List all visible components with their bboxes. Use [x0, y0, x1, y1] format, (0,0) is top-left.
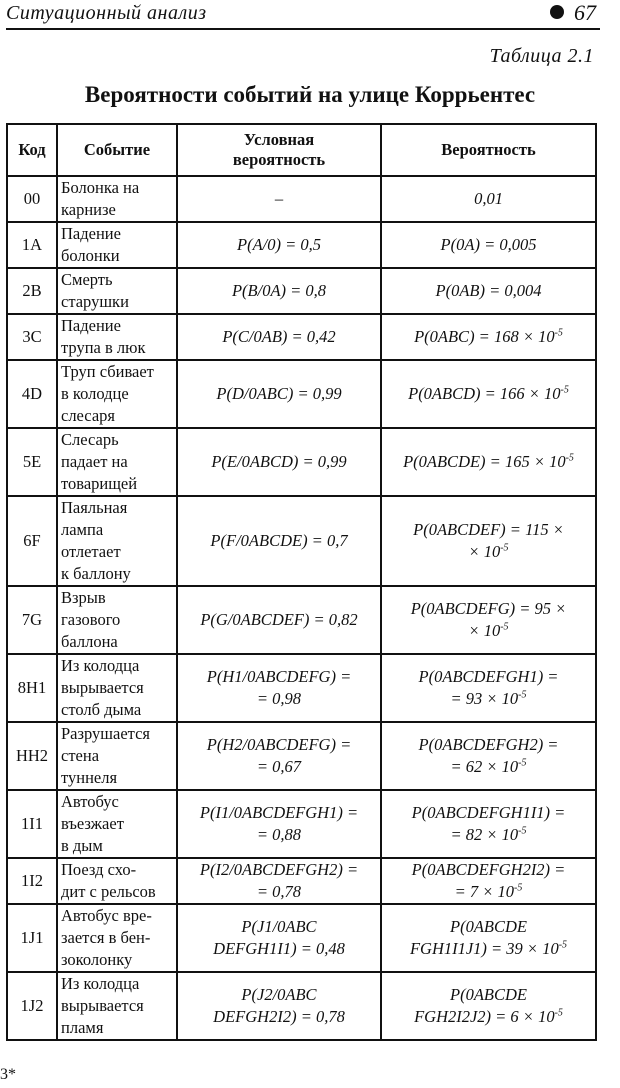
row-code: 1J2	[7, 972, 57, 1040]
probability-cell	[381, 314, 596, 360]
event-cell-line	[61, 1017, 173, 1039]
probability-cell	[381, 586, 596, 654]
conditional-probability-cell	[177, 428, 381, 496]
probability-cell-line	[385, 824, 592, 846]
event-cell-line	[61, 791, 173, 813]
conditional-probability-cell-text: = 0,67	[256, 757, 302, 776]
event-cell-line	[61, 429, 173, 451]
event-cell-text: туннеля	[61, 768, 118, 787]
row-code: 00	[7, 176, 57, 222]
probability-cell	[381, 858, 596, 904]
row-code: 1I1	[7, 790, 57, 858]
event-cell-line	[61, 995, 173, 1017]
probability-cell-line	[385, 280, 592, 302]
table-row	[7, 654, 596, 722]
probability-cell-text: P(0ABCDEFGH2) =	[418, 735, 559, 754]
event-cell-line	[61, 315, 173, 337]
event-cell-line	[61, 383, 173, 405]
conditional-probability-cell-line	[181, 802, 377, 824]
event-cell-text: Труп сбивает	[61, 362, 154, 381]
conditional-probability-cell-line	[181, 859, 377, 881]
conditional-probability-cell-text: DEFGH2I2) = 0,78	[213, 1007, 345, 1026]
running-header	[6, 0, 600, 30]
table-row	[7, 176, 596, 222]
probability-cell-text: × 10	[468, 542, 501, 561]
event-cell-text: Поезд схо-	[61, 860, 137, 879]
table-number: Таблица 2.1	[489, 45, 594, 67]
event-cell-text: Паяльная	[61, 498, 128, 517]
event-cell-line	[61, 813, 173, 835]
event-cell-line	[61, 405, 173, 427]
probability-cell-text: FGH2I2J2) = 6 × 10	[414, 1007, 555, 1026]
event-cell-line	[61, 519, 173, 541]
table-row	[7, 722, 596, 790]
event-cell-line	[61, 291, 173, 313]
event-cell-text: болонки	[61, 246, 120, 265]
conditional-probability-cell-text: = 0,88	[256, 825, 302, 844]
section-title: Ситуационный анализ	[6, 2, 207, 24]
event-cell-line	[61, 563, 173, 585]
event-cell-line	[61, 473, 173, 495]
event-cell-text: в дым	[61, 836, 103, 855]
event-cell	[57, 314, 177, 360]
probability-cell-text: = 93 × 10	[450, 689, 519, 708]
probability-cell-text: FGH1I1J1) = 39 × 10	[409, 939, 559, 958]
conditional-probability-cell-text: = 0,98	[256, 689, 302, 708]
event-cell-line	[61, 177, 173, 199]
probability-cell	[381, 268, 596, 314]
event-cell-line	[61, 497, 173, 519]
column-header: Вероятность	[381, 124, 596, 176]
probability-cell-line	[385, 756, 592, 778]
row-code: 4D	[7, 360, 57, 428]
table-row	[7, 428, 596, 496]
event-cell-text: зается в бен-	[61, 928, 151, 947]
conditional-probability-cell-line	[181, 734, 377, 756]
probability-cell	[381, 904, 596, 972]
conditional-probability-cell-line	[181, 326, 377, 348]
probability-cell-text: P(0ABC) = 168 × 10	[414, 327, 555, 346]
conditional-probability-cell-text: = 0,78	[256, 882, 302, 901]
probability-table	[6, 123, 597, 1041]
probability-cell-text: P(0ABCDE	[450, 917, 527, 936]
event-cell-text: трупа в люк	[61, 338, 146, 357]
event-cell-text: старушки	[61, 292, 129, 311]
conditional-probability-cell	[177, 314, 381, 360]
event-cell	[57, 790, 177, 858]
probability-cell-line	[385, 938, 592, 960]
conditional-probability-cell-line	[181, 881, 377, 903]
conditional-probability-cell	[177, 972, 381, 1040]
conditional-probability-cell-line	[181, 984, 377, 1006]
footer-mark: 3*	[0, 1066, 16, 1083]
conditional-probability-cell-line	[181, 824, 377, 846]
row-code: 1I2	[7, 858, 57, 904]
probability-cell	[381, 360, 596, 428]
row-code: 1A	[7, 222, 57, 268]
probability-cell-text: × 10	[468, 621, 501, 640]
event-cell-line	[61, 881, 173, 903]
probability-cell-line	[385, 984, 592, 1006]
row-code: 2B	[7, 268, 57, 314]
conditional-probability-cell	[177, 360, 381, 428]
probability-cell-line	[385, 620, 592, 642]
conditional-probability-cell-text: P(D/0ABC) = 0,99	[216, 384, 342, 403]
conditional-probability-cell-text: P(C/0AB) = 0,42	[222, 327, 336, 346]
probability-cell-line	[385, 666, 592, 688]
event-cell-text: вырывается	[61, 996, 144, 1015]
table-row	[7, 972, 596, 1040]
probability-cell-line	[385, 916, 592, 938]
table-row	[7, 586, 596, 654]
event-cell-line	[61, 245, 173, 267]
probability-cell	[381, 654, 596, 722]
event-cell-line	[61, 927, 173, 949]
event-cell-line	[61, 269, 173, 291]
event-cell-text: Автобус вре-	[61, 906, 152, 925]
event-cell-line	[61, 541, 173, 563]
event-cell	[57, 858, 177, 904]
row-code: 5E	[7, 428, 57, 496]
conditional-probability-cell-text: –	[274, 189, 284, 208]
event-cell-text: Автобус	[61, 792, 119, 811]
event-cell-line	[61, 835, 173, 857]
probability-cell-text: P(0ABCDEFG) = 95 ×	[410, 599, 567, 618]
table-body	[7, 176, 596, 1040]
event-cell-text: Разрушается	[61, 724, 150, 743]
event-cell-text: слесаря	[61, 406, 115, 425]
probability-cell-line	[385, 881, 592, 903]
event-cell-text: Смерть	[61, 270, 113, 289]
event-cell-line	[61, 745, 173, 767]
probability-cell-line	[385, 688, 592, 710]
probability-cell-line	[385, 734, 592, 756]
bullet-icon	[550, 5, 564, 19]
probability-cell	[381, 972, 596, 1040]
table-header-row	[7, 124, 596, 176]
table-row	[7, 360, 596, 428]
conditional-probability-cell-text: P(I2/0ABCDEFGH2) =	[199, 860, 359, 879]
probability-cell-text: P(0ABCDE	[450, 985, 527, 1004]
column-header: Условная вероятность	[177, 124, 381, 176]
event-cell	[57, 722, 177, 790]
table-row	[7, 904, 596, 972]
conditional-probability-cell	[177, 858, 381, 904]
conditional-probability-cell	[177, 790, 381, 858]
event-cell-line	[61, 361, 173, 383]
event-cell	[57, 904, 177, 972]
conditional-probability-cell-text: P(J1/0ABC	[241, 917, 317, 936]
probability-cell	[381, 722, 596, 790]
probability-cell-line	[385, 1006, 592, 1028]
event-cell	[57, 176, 177, 222]
event-cell-line	[61, 337, 173, 359]
probability-cell-text: = 82 × 10	[450, 825, 519, 844]
event-cell-text: лампа	[61, 520, 104, 539]
probability-cell-text: P(0A) = 0,005	[440, 235, 537, 254]
event-cell-text: вырывается	[61, 678, 144, 697]
probability-cell-line	[385, 383, 592, 405]
event-cell-text: Болонка на	[61, 178, 140, 197]
probability-cell-text: P(0AB) = 0,004	[435, 281, 542, 300]
row-code: 3C	[7, 314, 57, 360]
event-cell-text: баллона	[61, 632, 118, 651]
event-cell-line	[61, 655, 173, 677]
event-cell-line	[61, 767, 173, 789]
conditional-probability-cell-text: P(H2/0ABCDEFG) =	[206, 735, 352, 754]
event-cell-text: въезжает	[61, 814, 124, 833]
event-cell-line	[61, 973, 173, 995]
conditional-probability-cell-line	[181, 451, 377, 473]
conditional-probability-cell-text: DEFGH1I1) = 0,48	[213, 939, 345, 958]
row-code: 7G	[7, 586, 57, 654]
event-cell-text: Из колодца	[61, 656, 140, 675]
conditional-probability-cell-line	[181, 666, 377, 688]
row-code: HH2	[7, 722, 57, 790]
event-cell	[57, 222, 177, 268]
event-cell-text: стена	[61, 746, 100, 765]
probability-cell-line	[385, 188, 592, 210]
probability-cell-line	[385, 859, 592, 881]
conditional-probability-cell-line	[181, 234, 377, 256]
conditional-probability-cell-text: P(J2/0ABC	[241, 985, 317, 1004]
table-title: Вероятности событий на улице Коррьентес	[84, 82, 536, 107]
exponent: -5	[554, 327, 563, 339]
row-code: 1J1	[7, 904, 57, 972]
event-cell-text: столб дыма	[61, 700, 142, 719]
probability-cell-line	[385, 451, 592, 473]
conditional-probability-cell-text: P(G/0ABCDEF) = 0,82	[200, 610, 358, 629]
conditional-probability-cell	[177, 904, 381, 972]
probability-cell-text: P(0ABCDEFGH1) =	[418, 667, 559, 686]
event-cell-text: дит с рельсов	[61, 882, 156, 901]
probability-cell-text: P(0ABCD) = 166 × 10	[408, 384, 561, 403]
probability-cell-text: 0,01	[474, 189, 503, 208]
exponent: -5	[518, 825, 527, 837]
probability-cell	[381, 428, 596, 496]
event-cell-line	[61, 723, 173, 745]
event-cell	[57, 268, 177, 314]
event-cell-text: Слесарь	[61, 430, 119, 449]
probability-cell	[381, 790, 596, 858]
event-cell-line	[61, 949, 173, 971]
conditional-probability-cell-text: P(H1/0ABCDEFG) =	[206, 667, 352, 686]
event-cell-text: карнизе	[61, 200, 116, 219]
probability-cell-line	[385, 519, 592, 541]
probability-cell-text: = 7 × 10	[454, 882, 515, 901]
table-row	[7, 858, 596, 904]
exponent: -5	[514, 882, 523, 894]
event-cell-line	[61, 699, 173, 721]
probability-cell-text: P(0ABCDE) = 165 × 10	[403, 452, 566, 471]
probability-cell-text: P(0ABCDEFGH2I2) =	[411, 860, 566, 879]
probability-cell-text: P(0ABCDEF) = 115 ×	[413, 520, 564, 539]
event-cell-line	[61, 199, 173, 221]
probability-cell-line	[385, 326, 592, 348]
event-cell-line	[61, 905, 173, 927]
probability-cell-line	[385, 802, 592, 824]
event-cell	[57, 586, 177, 654]
conditional-probability-cell	[177, 268, 381, 314]
column-header: Код	[7, 124, 57, 176]
exponent: -5	[500, 621, 509, 633]
probability-cell	[381, 496, 596, 586]
event-cell	[57, 428, 177, 496]
page-number-block	[550, 0, 596, 26]
exponent: -5	[565, 452, 574, 464]
event-cell	[57, 972, 177, 1040]
conditional-probability-cell	[177, 722, 381, 790]
event-cell-text: Из колодца	[61, 974, 140, 993]
event-cell-text: Взрыв	[61, 588, 106, 607]
event-cell-text: в колодце	[61, 384, 129, 403]
conditional-probability-cell-line	[181, 280, 377, 302]
event-cell-text: Падение	[61, 316, 121, 335]
event-cell-text: отлетает	[61, 542, 121, 561]
page-number: 67	[574, 0, 596, 25]
exponent: -5	[558, 939, 568, 951]
event-cell	[57, 496, 177, 586]
conditional-probability-cell	[177, 176, 381, 222]
conditional-probability-cell-line	[181, 609, 377, 631]
event-cell-line	[61, 631, 173, 653]
probability-cell-line	[385, 234, 592, 256]
conditional-probability-cell	[177, 496, 381, 586]
event-cell-line	[61, 587, 173, 609]
conditional-probability-cell	[177, 222, 381, 268]
probability-cell-line	[385, 541, 592, 563]
conditional-probability-cell-text: P(I1/0ABCDEFGH1) =	[199, 803, 359, 822]
exponent: -5	[500, 542, 509, 554]
table-row	[7, 268, 596, 314]
table-row	[7, 314, 596, 360]
event-cell-line	[61, 223, 173, 245]
conditional-probability-cell-line	[181, 1006, 377, 1028]
conditional-probability-cell-line	[181, 756, 377, 778]
probability-cell	[381, 176, 596, 222]
probability-cell-line	[385, 598, 592, 620]
conditional-probability-cell-text: P(F/0ABCDE) = 0,7	[210, 531, 348, 550]
event-cell-text: пламя	[61, 1018, 104, 1037]
event-cell-line	[61, 859, 173, 881]
table-row	[7, 222, 596, 268]
row-code: 6F	[7, 496, 57, 586]
conditional-probability-cell	[177, 586, 381, 654]
event-cell-line	[61, 677, 173, 699]
event-cell-text: зоколонку	[61, 950, 133, 969]
event-cell-text: товарищей	[61, 474, 138, 493]
event-cell-line	[61, 609, 173, 631]
table-row	[7, 790, 596, 858]
conditional-probability-cell-line	[181, 188, 377, 210]
probability-cell	[381, 222, 596, 268]
conditional-probability-cell-text: P(B/0A) = 0,8	[231, 281, 327, 300]
conditional-probability-cell-text: P(E/0ABCD) = 0,99	[211, 452, 347, 471]
exponent: -5	[518, 757, 527, 769]
event-cell	[57, 654, 177, 722]
table-row	[7, 496, 596, 586]
row-code: 8H1	[7, 654, 57, 722]
event-cell-text: к баллону	[61, 564, 131, 583]
conditional-probability-cell-line	[181, 938, 377, 960]
conditional-probability-cell-text: P(A/0) = 0,5	[237, 235, 321, 254]
exponent: -5	[554, 1007, 563, 1019]
conditional-probability-cell	[177, 654, 381, 722]
event-cell-text: газового	[61, 610, 121, 629]
probability-cell-text: P(0ABCDEFGH1I1) =	[411, 803, 566, 822]
conditional-probability-cell-line	[181, 688, 377, 710]
probability-cell-text: = 62 × 10	[450, 757, 519, 776]
conditional-probability-cell-line	[181, 916, 377, 938]
event-cell	[57, 360, 177, 428]
exponent: -5	[518, 689, 527, 701]
exponent: -5	[560, 384, 569, 396]
event-cell-text: Падение	[61, 224, 121, 243]
event-cell-line	[61, 451, 173, 473]
conditional-probability-cell-line	[181, 530, 377, 552]
column-header: Событие	[57, 124, 177, 176]
conditional-probability-cell-line	[181, 383, 377, 405]
event-cell-text: падает на	[61, 452, 128, 471]
